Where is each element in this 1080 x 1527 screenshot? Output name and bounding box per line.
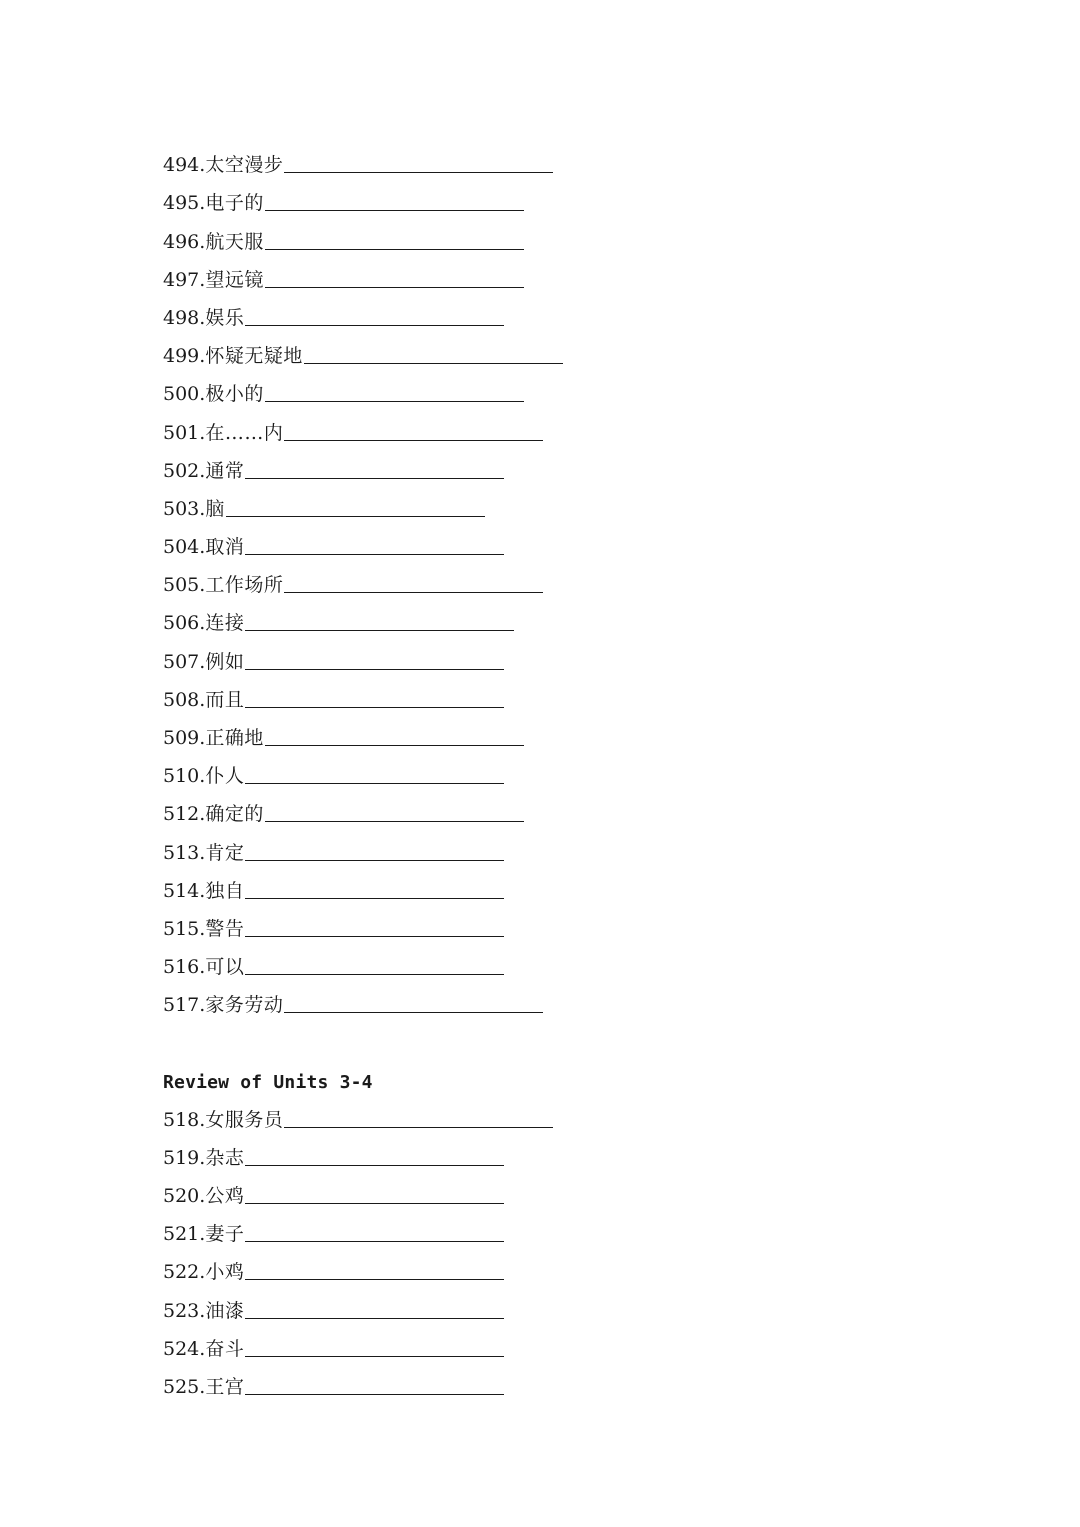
answer-blank[interactable] [284,171,553,173]
list-item [163,786,863,824]
item-number: 508. [163,688,206,711]
review-vocab-list [163,1092,863,1398]
list-item [163,595,863,633]
item-word: 公鸡 [205,1185,245,1208]
item-number: 517. [163,994,206,1017]
item-number: 523. [163,1299,206,1322]
list-item [163,519,863,557]
item-word: 仆人 [205,765,245,788]
section-spacer [163,1015,863,1053]
item-number: 514. [163,879,206,902]
list-item [163,1092,863,1130]
item-word: 望远镜 [205,268,264,291]
list-item [163,328,863,366]
item-number: 497. [163,268,206,291]
section-heading: Review of Units 3-4 [163,1071,373,1093]
list-item [163,672,863,710]
item-number: 518. [163,1108,206,1131]
answer-blank[interactable] [265,209,524,211]
answer-blank[interactable] [245,1202,504,1204]
item-number: 502. [163,459,206,482]
answer-blank[interactable] [226,515,485,517]
item-number: 524. [163,1337,206,1360]
list-item [163,404,863,442]
item-number: 522. [163,1261,206,1284]
item-word: 娱乐 [205,306,245,329]
answer-blank[interactable] [245,1240,504,1242]
list-item [163,748,863,786]
list-item [163,863,863,901]
item-number: 516. [163,956,206,979]
item-number: 504. [163,536,206,559]
answer-blank[interactable] [265,744,524,746]
item-word: 独自 [205,879,245,902]
list-item [163,1282,863,1320]
answer-blank[interactable] [284,1126,553,1128]
item-number: 520. [163,1185,206,1208]
item-word: 太空漫步 [205,154,284,177]
answer-blank[interactable] [284,1011,543,1013]
item-word: 王宫 [205,1376,245,1398]
list-item [163,252,863,290]
list-item [163,1206,863,1244]
item-number: 525. [163,1376,206,1398]
list-item [163,633,863,671]
list-item [163,137,863,175]
answer-blank[interactable] [245,629,514,631]
item-number: 494. [163,154,206,177]
item-number: 512. [163,803,206,826]
list-item [163,1244,863,1282]
item-number: 500. [163,383,206,406]
item-number: 498. [163,306,206,329]
item-word: 警告 [205,917,245,940]
list-item [163,213,863,251]
item-word: 确定的 [205,803,264,826]
list-item [163,824,863,862]
item-number: 506. [163,612,206,635]
item-number: 496. [163,230,206,253]
item-word: 可以 [205,956,245,979]
worksheet-page [163,137,863,1397]
answer-blank[interactable] [265,248,524,250]
item-word: 例如 [205,650,245,673]
answer-blank[interactable] [245,706,504,708]
item-word: 在……内 [205,421,284,444]
item-word: 电子的 [205,192,264,215]
item-number: 503. [163,497,206,520]
answer-blank[interactable] [245,859,504,861]
item-word: 家务劳动 [205,994,284,1017]
list-item [163,901,863,939]
item-word: 杂志 [205,1146,245,1169]
answer-blank[interactable] [245,1393,504,1395]
answer-blank[interactable] [284,439,543,441]
item-word: 极小的 [205,383,264,406]
item-word: 航天服 [205,230,264,253]
item-number: 507. [163,650,206,673]
answer-blank[interactable] [245,935,504,937]
list-item [163,443,863,481]
answer-blank[interactable] [265,286,524,288]
answer-blank[interactable] [245,897,504,899]
list-item [163,1321,863,1359]
item-word: 奋斗 [205,1337,245,1360]
answer-blank[interactable] [245,324,504,326]
item-number: 515. [163,917,206,940]
item-number: 519. [163,1146,206,1169]
item-word: 正确地 [205,727,264,749]
answer-blank[interactable] [284,591,543,593]
list-item [163,710,863,748]
item-word: 怀疑无疑地 [205,345,303,368]
list-item [163,557,863,595]
answer-blank[interactable] [245,668,504,670]
item-word: 连接 [205,612,245,635]
item-word: 工作场所 [205,574,284,597]
answer-blank[interactable] [245,1355,504,1357]
list-item [163,290,863,328]
answer-blank[interactable] [245,1164,504,1166]
list-item [163,175,863,213]
item-word: 女服务员 [205,1108,284,1131]
item-number: 495. [163,192,206,215]
answer-blank[interactable] [265,820,524,822]
list-item [163,1130,863,1168]
list-item [163,977,863,1015]
item-number: 499. [163,345,206,368]
answer-blank[interactable] [245,782,504,784]
answer-blank[interactable] [245,477,504,479]
vocab-list [163,137,863,1015]
answer-blank[interactable] [245,1317,504,1319]
item-word: 小鸡 [205,1261,245,1284]
list-item [163,366,863,404]
item-number: 501. [163,421,206,444]
item-word: 妻子 [205,1223,245,1246]
list-item [163,1359,863,1397]
item-word: 油漆 [205,1299,245,1322]
answer-blank[interactable] [245,973,504,975]
item-word: 取消 [205,536,245,559]
list-item [163,939,863,977]
item-number: 513. [163,841,206,864]
item-number: 510. [163,765,206,788]
list-item [163,1168,863,1206]
list-item [163,481,863,519]
answer-blank[interactable] [265,400,524,402]
answer-blank[interactable] [304,362,563,364]
item-number: 505. [163,574,206,597]
item-number: 521. [163,1223,206,1246]
item-word: 而且 [205,688,245,711]
answer-blank[interactable] [245,1278,504,1280]
item-number: 509. [163,727,206,749]
answer-blank[interactable] [245,553,504,555]
item-word: 脑 [205,497,225,520]
item-word: 通常 [205,459,245,482]
item-word: 肯定 [205,841,245,864]
